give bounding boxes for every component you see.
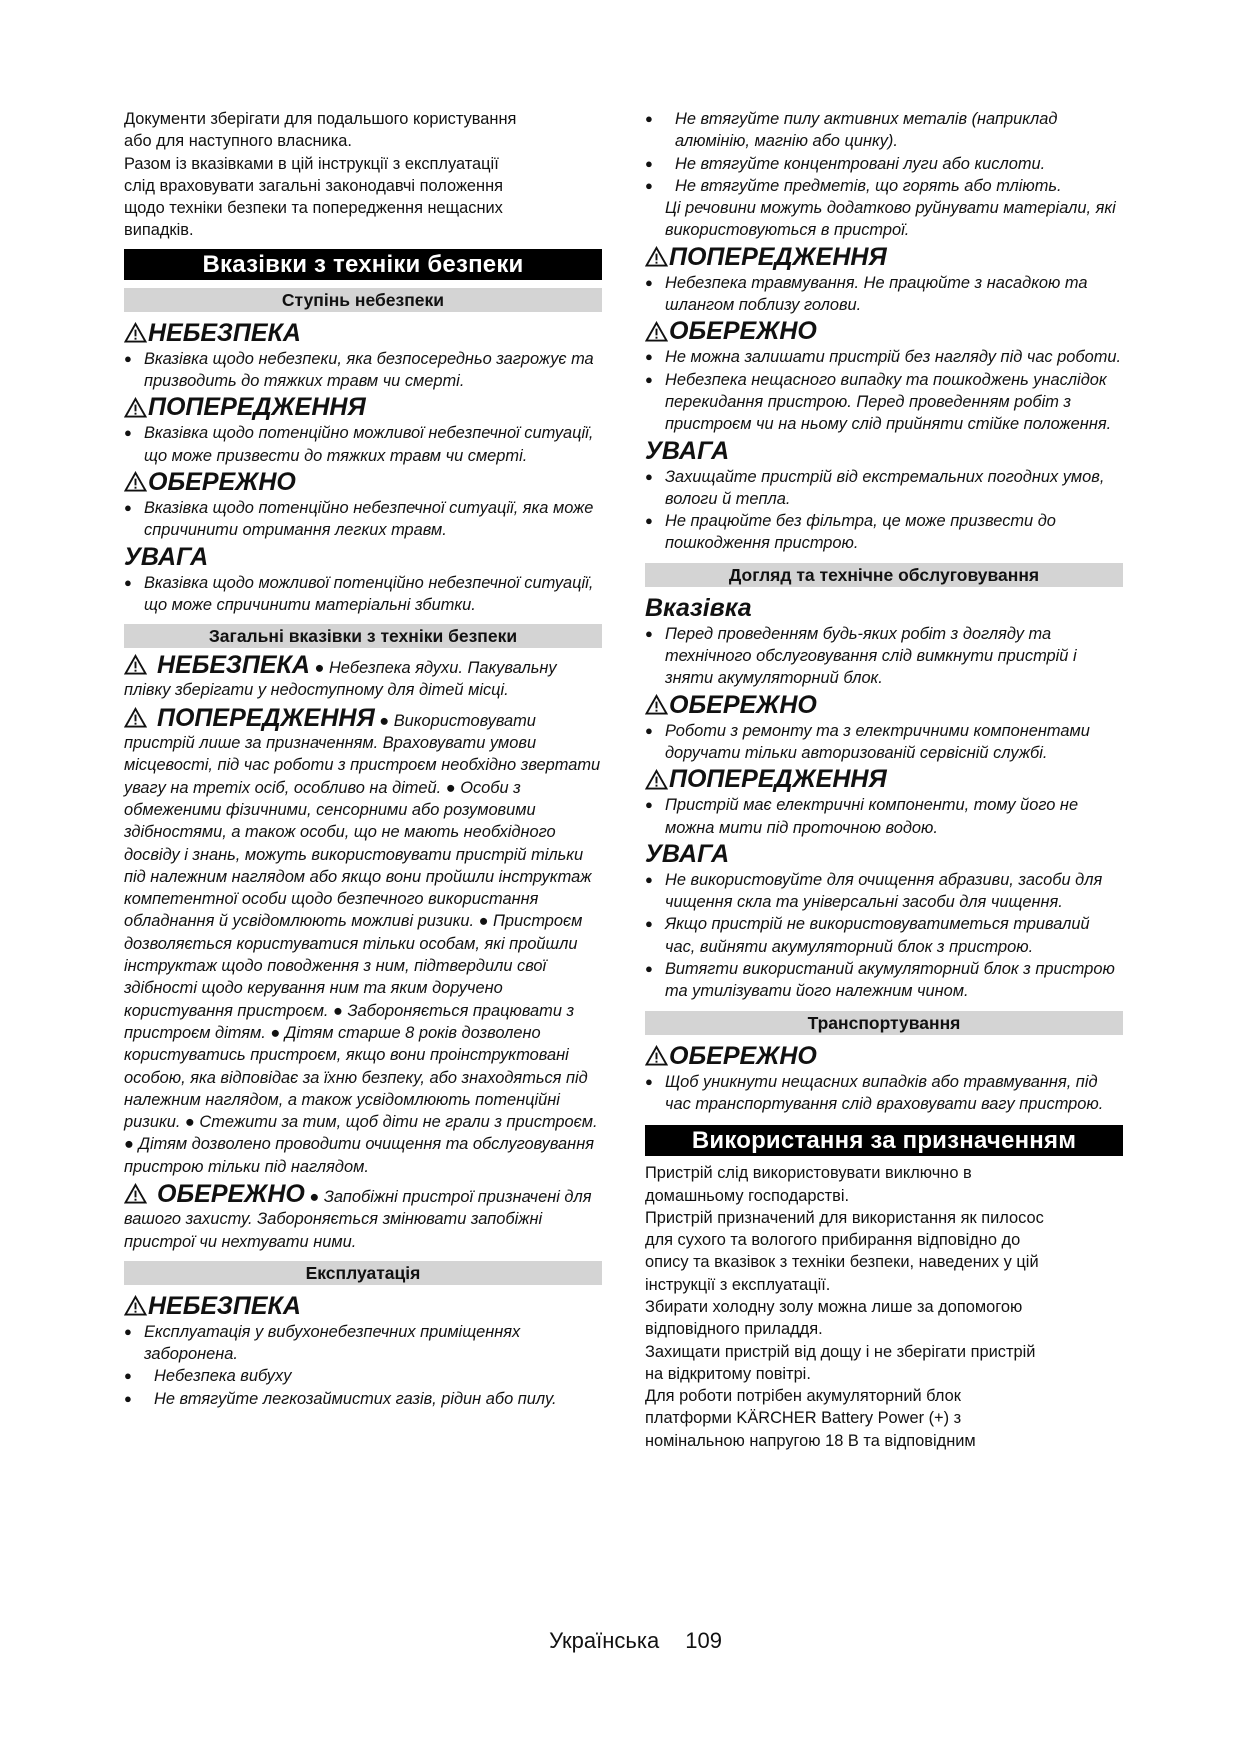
use-line: номінальною напругою 18 В та відповідним	[645, 1431, 976, 1450]
list-item: ● Небезпека вибуху	[124, 1367, 292, 1386]
list-item: ● Вказівка щодо можливої потенційно небезпечної ситуації, що може спричинити матеріальні збитки.	[124, 573, 594, 614]
right-column	[645, 108, 1123, 1452]
list-item: ● Вказівка щодо небезпеки, яка безпосередньо загрожує та призводить до тяжких травм чи смерті.	[124, 349, 594, 391]
inline-heading-warning: ПОПЕРЕДЖЕННЯ	[124, 704, 375, 732]
heading-note: Вказівка	[645, 593, 752, 622]
use-line: домашньому господарстві.	[645, 1186, 850, 1205]
list-item: ● Не можна залишати пристрій без нагляду під час роботи.	[645, 348, 1122, 367]
use-line: для сухого та вологого прибирання відповідно до	[645, 1231, 1021, 1250]
list-item: ● Не втягуйте пилу активних металів (наприклад алюмінію, магнію або цинку).	[645, 110, 1058, 151]
use-line: Для роботи потрібен акумуляторний блок	[645, 1387, 961, 1406]
heading-warning: ПОПЕРЕДЖЕННЯ	[645, 764, 1123, 794]
warning-triangle-icon	[124, 471, 147, 492]
intro-line: випадків.	[124, 221, 194, 240]
heading-caution: ОБЕРЕЖНО	[645, 1041, 1123, 1071]
list-item: ● Вказівка щодо потенційно небезпечної ситуації, яка може спричинити отримання легких травм.	[124, 498, 594, 540]
warning-triangle-icon	[124, 654, 147, 675]
heading-attention: УВАГА	[124, 542, 209, 571]
list-item: ● Не втягуйте легкозаймистих газів, рідин або пилу.	[124, 1389, 557, 1408]
list-item: ● Не втягуйте предметів, що горять або тліють.	[645, 176, 1062, 195]
list-item: ● Пристрій має електричні компоненти, тому його не можна мити під проточною водою.	[645, 796, 1079, 837]
heading-attention: УВАГА	[645, 839, 730, 868]
list-item: ● Вказівка щодо потенційно можливої небезпечної ситуації, що може призвести до тяжких травм чи смерті.	[124, 424, 594, 465]
general-warning-paragraph: ПОПЕРЕДЖЕННЯ ● Використовувати пристрій лише за призначенням. Враховувати умови місцевості, під час роботи з пристроєм необхідно звертати увагу на третіх осіб, особливо на дітей. ● Особи з обмеженими фізичними, сенсорними або розумовими здібностями, а також особи, що не мають необхідного досвіду і знань, можуть використовувати пристрій тільки під належним наглядом або якщо вони пройшли інструктаж компетентної особи щодо безпечного використання обладнання й усвідомлюють можливі ризики. ● Пристроєм дозволяється користуватися тільки особам, які пройшли інструктаж щодо поводження з ним, підтвердили свої здібності щодо керування ним та яким доручено користування пристроєм. ● Забороняється працювати з пристроєм дітям. ● Дітям старше 8 років дозволено користуватись пристроєм, якщо вони проінструктовані особою, яка відповідає за їхню безпеку, або знаходяться під належним наглядом, а також усвідомлюють потенційні ризики. ● Стежити за тим, щоб діти не грали з пристроєм. ● Дітям дозволено проводити очищення та обслуговування пристрою тільки під наглядом.	[124, 703, 601, 1176]
warning-triangle-icon	[124, 1183, 147, 1204]
list-item: ● Експлуатація у вибухонебезпечних приміщеннях заборонена.	[124, 1322, 521, 1364]
warning-triangle-icon	[124, 1295, 147, 1316]
list-item: ● Не втягуйте концентровані луги або кислоти.	[645, 154, 1046, 173]
subsection-transport: Транспортування	[645, 1011, 1123, 1035]
warning-triangle-icon	[645, 1045, 668, 1066]
use-line: платформи KÄRCHER Battery Power (+) з	[645, 1409, 962, 1428]
inline-heading-danger: НЕБЕЗПЕКА	[124, 651, 310, 679]
page-number: 109	[685, 1628, 722, 1653]
warning-triangle-icon	[124, 707, 147, 728]
intro-line: слід враховувати загальні законодавчі положення	[124, 176, 503, 195]
list-item: ● Якщо пристрій не використовуватиметься тривалий час, вийняти акумуляторний блок з пристрою.	[645, 915, 1090, 956]
inline-heading-caution: ОБЕРЕЖНО	[124, 1180, 305, 1208]
use-line: опису та вказівок з техніки безпеки, наведених у цій	[645, 1253, 1039, 1272]
warning-triangle-icon	[124, 397, 147, 418]
use-line: інструкції з експлуатації.	[645, 1275, 831, 1294]
warning-triangle-icon	[645, 321, 668, 342]
use-line: на відкритому повітрі.	[645, 1364, 811, 1383]
heading-caution: ОБЕРЕЖНО	[645, 316, 1123, 346]
list-item: ● Витягти використаний акумуляторний блок з пристрою та утилізувати його належним чином.	[645, 960, 1115, 1001]
list-item: ● Не працюйте без фільтра, це може призвести до пошкодження пристрою.	[645, 512, 1056, 553]
intro-line: щодо техніки безпеки та попередження нещасних	[124, 199, 503, 218]
warning-triangle-icon	[645, 769, 668, 790]
list-item: ● Роботи з ремонту та з електричними компонентами доручати тільки авторизованій сервісній службі.	[645, 721, 1090, 762]
list-item: ● Небезпека нещасного випадку та пошкоджень унаслідок перекидання пристрою. Перед проведенням робіт з пристроєм чи на ньому слід прийняти стійке положення.	[645, 370, 1112, 434]
warning-triangle-icon	[645, 246, 668, 267]
subsection-danger-levels: Ступінь небезпеки	[124, 288, 602, 312]
heading-warning: ПОПЕРЕДЖЕННЯ	[645, 242, 1123, 272]
general-caution-paragraph: ОБЕРЕЖНО ● Запобіжні пристрої призначені для вашого захисту. Забороняється змінювати запобіжні пристрої чи нехтувати ними.	[124, 1179, 592, 1251]
warning-triangle-icon	[645, 694, 668, 715]
list-item: ● Не використовуйте для очищення абразиви, засоби для чищення скла та універсальні засоби для чищення.	[645, 870, 1103, 912]
heading-caution: ОБЕРЕЖНО	[645, 690, 1123, 720]
heading-danger: НЕБЕЗПЕКА	[124, 1291, 602, 1321]
warning-triangle-icon	[124, 322, 147, 343]
list-item: ● Перед проведенням будь-яких робіт з догляду та технічного обслуговування слід вимкнути пристрій і зняти акумуляторний блок.	[645, 624, 1077, 688]
footer-language: Українська	[549, 1628, 660, 1653]
page-footer	[0, 1628, 1241, 1654]
list-item: ● Захищайте пристрій від екстремальних погодних умов, вологи й тепла.	[645, 467, 1105, 508]
use-line: Пристрій слід використовувати виключно в	[645, 1164, 972, 1183]
use-line: відповідного приладдя.	[645, 1320, 823, 1339]
general-danger-paragraph: НЕБЕЗПЕКА ● Небезпека ядухи. Пакувальну плівку зберігати у недоступному для дітей місці.	[124, 651, 557, 700]
list-item: ● Щоб уникнути нещасних випадків або травмування, під час транспортування слід враховувати вагу пристрою.	[645, 1072, 1104, 1113]
heading-warning: ПОПЕРЕДЖЕННЯ	[124, 392, 602, 422]
list-item: ● Небезпека травмування. Не працюйте з насадкою та шлангом поблизу голови.	[645, 273, 1088, 315]
intro-line: Разом із вказівками в цій інструкції з експлуатації	[124, 154, 499, 173]
use-line: Захищати пристрій від дощу і не зберігати пристрій	[645, 1342, 1036, 1361]
left-column	[124, 108, 602, 1410]
heading-attention: УВАГА	[645, 436, 730, 465]
subsection-maintenance: Догляд та технічне обслуговування	[645, 563, 1123, 587]
subsection-operation: Експлуатація	[124, 1261, 602, 1285]
heading-danger: НЕБЕЗПЕКА	[124, 318, 602, 348]
use-line: Збирати холодну золу можна лише за допомогою	[645, 1297, 1023, 1316]
intro-line: Документи зберігати для подальшого користування	[124, 110, 517, 128]
heading-caution: ОБЕРЕЖНО	[124, 467, 602, 497]
note-paragraph: Ці речовини можуть додатково руйнувати матеріали, які використовуються в пристрої.	[665, 199, 1116, 240]
subsection-general-safety: Загальні вказівки з техніки безпеки	[124, 624, 602, 648]
intro-line: або для наступного власника.	[124, 132, 352, 151]
use-line: Пристрій призначений для використання як пилосос	[645, 1208, 1044, 1227]
section-title-safety: Вказівки з техніки безпеки	[124, 249, 602, 280]
section-title-intended-use: Використання за призначенням	[645, 1125, 1123, 1156]
